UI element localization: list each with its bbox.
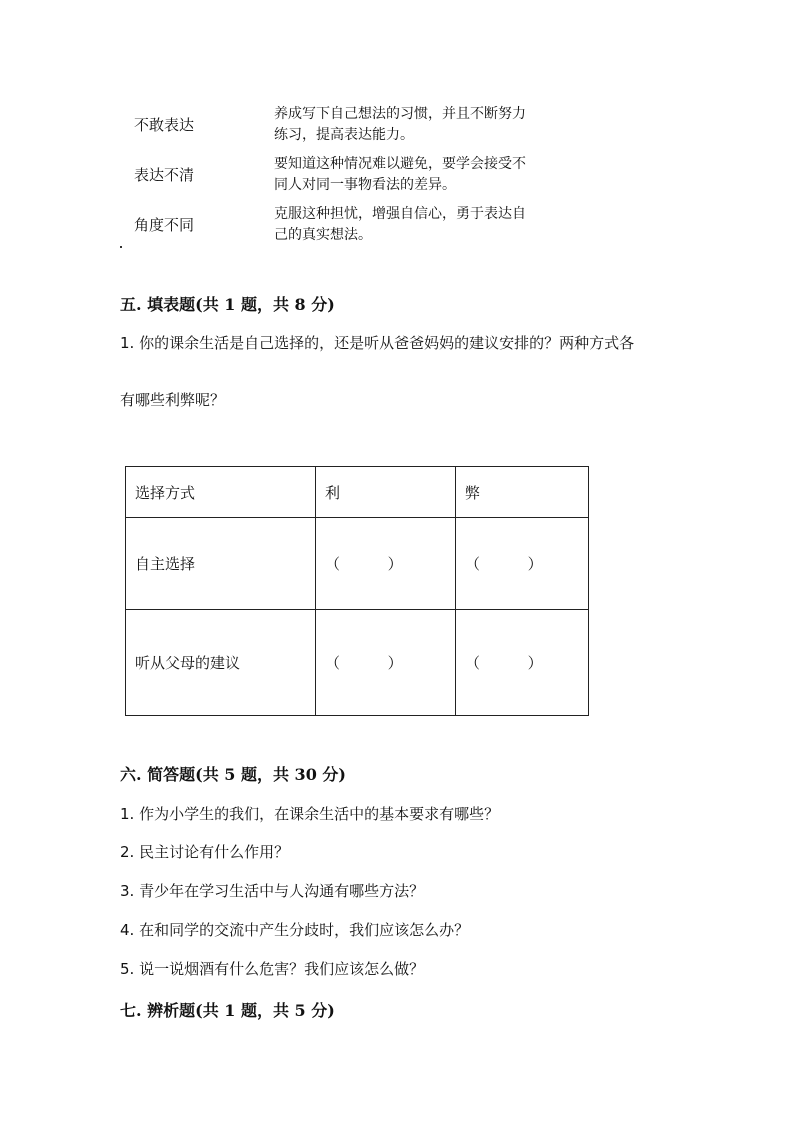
question-text: 2. 民主讨论有什么作用？ [120, 843, 290, 861]
match-left-item: 不敢表达 [134, 116, 195, 134]
question-text: 1. 你的课余生活是自己选择的，还是听从爸爸妈妈的建议安排的？两种方式各 [120, 334, 635, 352]
match-left-item: 表达不清 [134, 166, 195, 184]
answer-blank[interactable]: （ ） [456, 610, 589, 716]
section-heading-7: 七. 辨析题(共 1 题，共 5 分) [120, 1001, 335, 1020]
stray-dot [120, 246, 122, 248]
section-heading-6: 六. 简答题(共 5 题，共 30 分) [120, 765, 346, 784]
match-right-item [274, 204, 564, 246]
match-right-line: 要知道这种情况难以避免，要学会接受不 [274, 156, 526, 172]
table-header-row [126, 467, 589, 518]
table-cell: 听从父母的建议 [126, 610, 316, 716]
table-row [126, 518, 589, 610]
answer-table [125, 466, 589, 716]
section-heading-5: 五. 填表题(共 1 题，共 8 分) [120, 295, 335, 314]
match-right-line: 克服这种担忧，增强自信心，勇于表达自 [274, 206, 526, 222]
match-right-line: 同人对同一事物看法的差异。 [274, 177, 456, 193]
question-text: 有哪些利弊呢？ [120, 391, 226, 409]
table-header-cell: 选择方式 [126, 467, 316, 518]
table-cell: 自主选择 [126, 518, 316, 610]
match-right-line: 己的真实想法。 [274, 227, 372, 243]
question-text: 5. 说一说烟酒有什么危害？我们应该怎么做？ [120, 960, 425, 978]
answer-blank[interactable]: （ ） [316, 610, 456, 716]
answer-blank[interactable]: （ ） [316, 518, 456, 610]
table-header-cell: 弊 [456, 467, 589, 518]
question-text: 1. 作为小学生的我们，在课余生活中的基本要求有哪些？ [120, 805, 500, 823]
match-right-line: 养成写下自己想法的习惯，并且不断努力 [274, 106, 526, 122]
match-right-item [274, 104, 564, 146]
table-row [126, 610, 589, 716]
question-text: 3. 青少年在学习生活中与人沟通有哪些方法？ [120, 882, 425, 900]
question-text: 4. 在和同学的交流中产生分歧时，我们应该怎么办？ [120, 921, 470, 939]
match-right-item [274, 154, 564, 196]
table-header-cell: 利 [316, 467, 456, 518]
match-left-item: 角度不同 [134, 216, 195, 234]
answer-blank[interactable]: （ ） [456, 518, 589, 610]
match-right-line: 练习，提高表达能力。 [274, 127, 414, 143]
